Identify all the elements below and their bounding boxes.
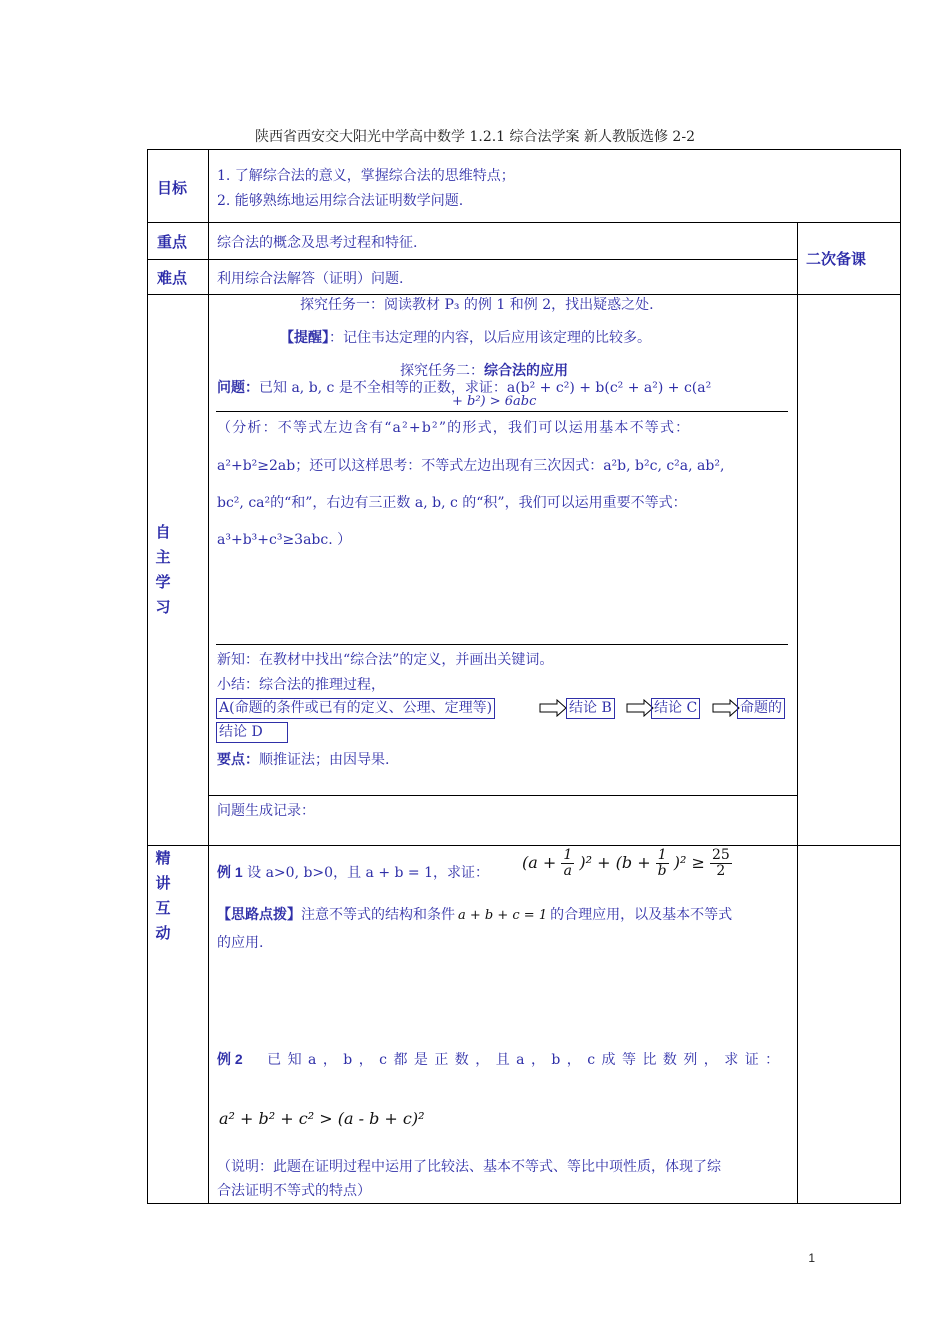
note-line-1: （说明：此题在证明过程中运用了比较法、基本不等式、等比中项性质，体现了综 bbox=[217, 1159, 721, 1175]
lecture-label: 精 讲 互 动 bbox=[155, 850, 171, 942]
goal-item-2: 2. 能够熟练地运用综合法证明数学问题. bbox=[217, 193, 464, 209]
flow-box-d: 命题的 bbox=[737, 698, 785, 719]
row-divider-goal bbox=[147, 222, 901, 223]
table-border-right bbox=[900, 149, 901, 1204]
side-label: 二次备课 bbox=[806, 251, 867, 268]
example-1-label: 例 1 bbox=[217, 864, 243, 880]
new-knowledge: 新知：在教材中找出“综合法”的定义，并画出关键词。 bbox=[217, 652, 554, 668]
example-2-formula: a² + b² + c² > (a - b + c)² bbox=[219, 1109, 425, 1128]
summary: 小结：综合法的推理过程， bbox=[217, 677, 385, 693]
page-title: 陕西省西安交大阳光中学高中数学 1.2.1 综合法学案 新人教版选修 2-2 bbox=[255, 129, 695, 145]
example-2 bbox=[217, 1049, 780, 1069]
example-2-label: 例 2 bbox=[217, 1051, 243, 1067]
hint-line-2: 的应用. bbox=[217, 935, 264, 951]
row-divider-record bbox=[208, 795, 797, 796]
example-1 bbox=[217, 862, 489, 882]
key-point bbox=[217, 749, 389, 769]
reminder bbox=[280, 327, 651, 347]
self-study-label: 自 主 学 习 bbox=[155, 524, 171, 616]
analysis-line-2: a²+b²≥2ab；还可以这样思考：不等式左边出现有三次因式：a²b, b²c, c²a, ab², bbox=[217, 458, 725, 474]
key-label: 重点 bbox=[157, 234, 188, 251]
difficulty-label: 难点 bbox=[157, 270, 188, 287]
analysis-line-1: （分析：不等式左边含有“a²+b²”的形式，我们可以运用基本不等式： bbox=[217, 420, 691, 436]
key-point-label: 要点： bbox=[217, 751, 259, 767]
example-1-text: 设 a>0, b>0，且 a + b = 1，求证： bbox=[247, 865, 490, 881]
flow-box-d-cont: 结论 D bbox=[216, 722, 288, 743]
flow-box-b: 结论 B bbox=[566, 698, 615, 719]
key-text: 综合法的概念及思考过程和特征. bbox=[217, 235, 418, 251]
analysis-line-3: bc², ca²的“和”，右边有三正数 a, b, c 的“积”，我们可以运用重要不等式： bbox=[217, 495, 687, 511]
reminder-label: 【提醒】 bbox=[280, 329, 329, 345]
page-number: 1 bbox=[808, 1251, 815, 1265]
table-border-left bbox=[147, 149, 148, 1204]
problem-underline bbox=[216, 411, 788, 412]
analysis-divider bbox=[216, 644, 788, 645]
analysis-line-4: a³+b³+c³≥3abc. ） bbox=[217, 532, 352, 548]
flow-arrow-3-icon bbox=[712, 699, 740, 717]
row-divider-self-study bbox=[147, 845, 901, 846]
row-divider-key bbox=[147, 259, 797, 260]
difficulty-text: 利用综合法解答（证明）问题. bbox=[217, 271, 404, 287]
key-point-text: 顺推证法；由因导果. bbox=[259, 752, 390, 768]
goal-label: 目标 bbox=[157, 180, 188, 197]
table-border-top bbox=[147, 149, 901, 150]
table-border-bottom bbox=[147, 1203, 901, 1204]
hint-label: 【思路点拨】 bbox=[217, 906, 301, 922]
task-2: 探究任务二：综合法的应用 bbox=[400, 362, 568, 379]
hint-formula: a + b + c = 1 bbox=[458, 908, 548, 923]
question-record: 问题生成记录： bbox=[217, 803, 315, 819]
note-line-2: 合法证明不等式的特点） bbox=[217, 1183, 371, 1199]
col-divider-side bbox=[797, 222, 798, 1204]
flow-arrow-2-icon bbox=[626, 699, 654, 717]
problem-label: 问题： bbox=[217, 379, 259, 395]
example-1-formula: (a + $\frac{1}{a}$ )² + (b + $\frac{1}{b}$ )² ≥ $\frac{25}{2}$ bbox=[522, 847, 730, 879]
flow-box-a: A(命题的条件或已有的定义、公理、定理等) bbox=[216, 698, 495, 719]
task-1: 探究任务一：阅读教材 P₃ 的例 1 和例 2，找出疑惑之处. bbox=[300, 297, 654, 313]
problem-text: 已知 a, b, c 是不全相等的正数，求证：a(b² + c²) + b(c² + a²) + c(a² bbox=[259, 380, 712, 396]
example-2-text: 已 知 a ， b ， c 都 是 正 数 ， 且 a ， b ， c 成 等 比 数 列 ， 求 证 ： bbox=[267, 1052, 781, 1068]
hint: 【思路点拨】注意不等式的结构和条件 a + b + c = 1 的合理应用，以及基本不等式 bbox=[217, 906, 733, 923]
problem-line-2: + b²) > 6abc bbox=[452, 394, 537, 409]
goal-item-1: 1. 了解综合法的意义，掌握综合法的思维特点； bbox=[217, 168, 515, 184]
task-2-title: 综合法的应用 bbox=[484, 362, 568, 378]
flow-arrow-1-icon bbox=[539, 699, 567, 717]
col-divider-label bbox=[208, 149, 209, 1204]
flow-box-c: 结论 C bbox=[651, 698, 700, 719]
reminder-text: ：记住韦达定理的内容，以后应用该定理的比较多。 bbox=[329, 330, 651, 346]
